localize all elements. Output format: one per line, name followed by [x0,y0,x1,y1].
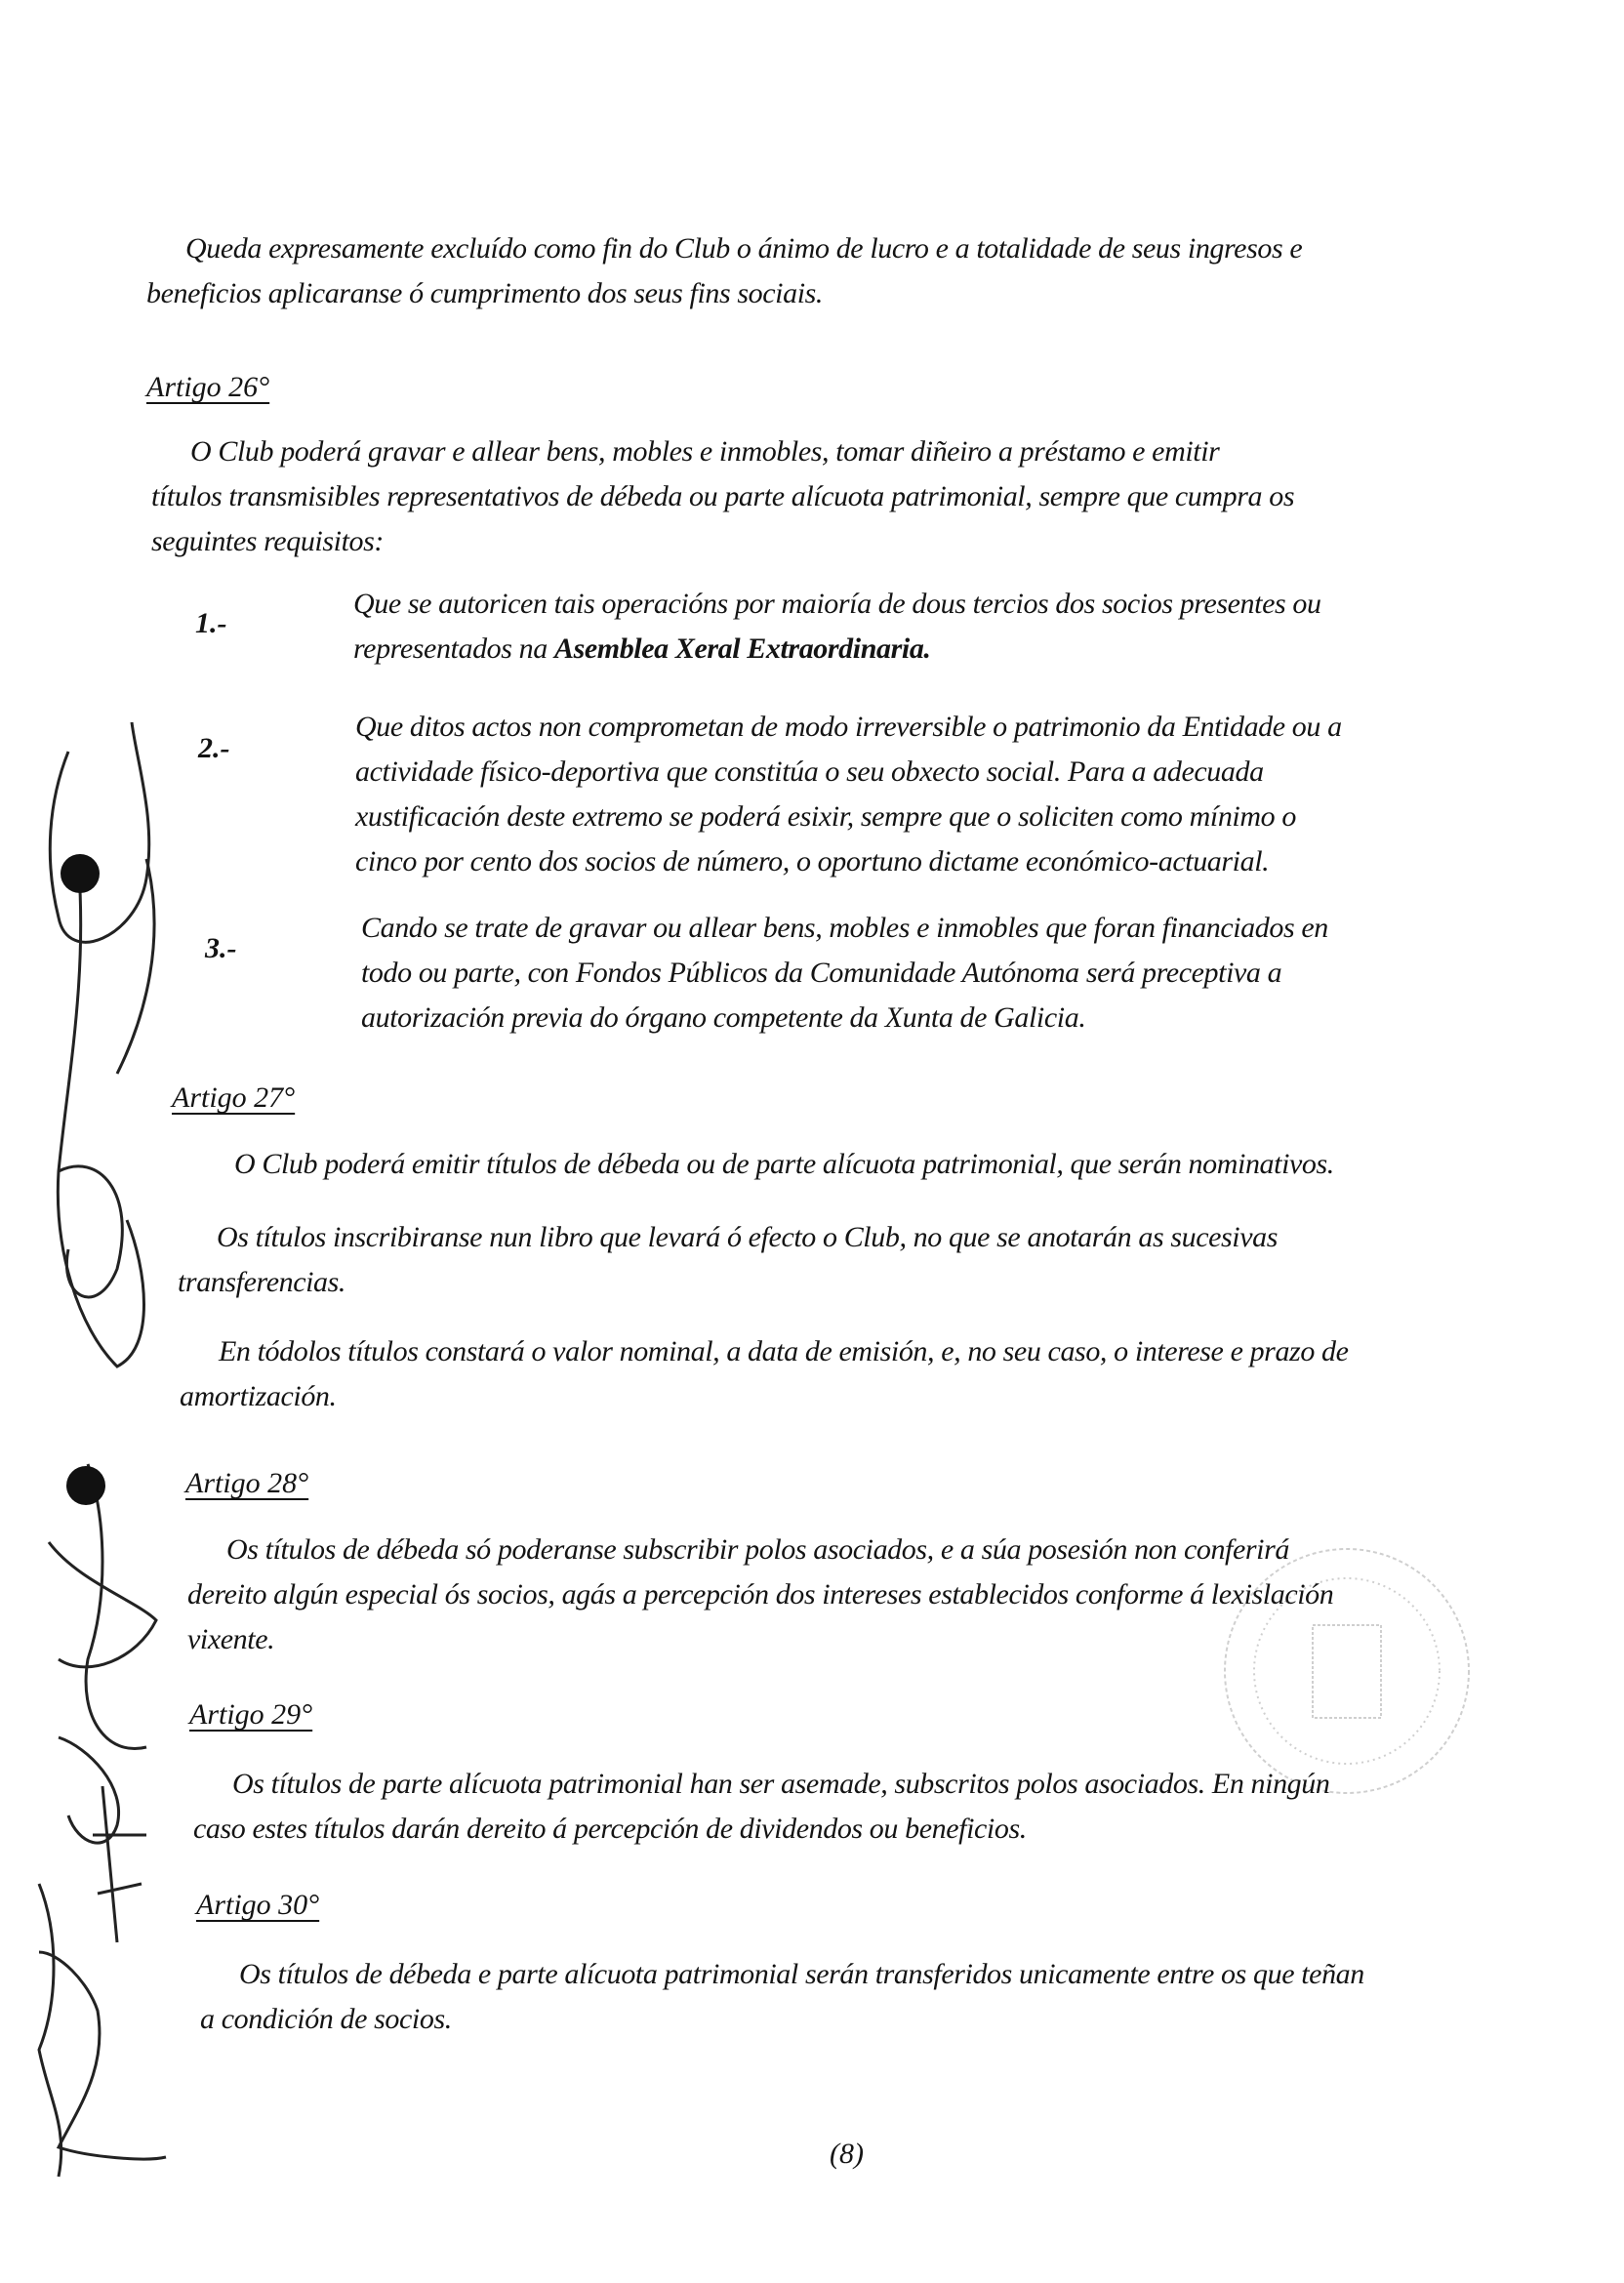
intro-paragraph [146,226,1302,316]
article-26-paragraph [151,429,1294,564]
requirement-item-1 [353,582,1321,672]
article-30-heading: Artigo 30° [196,1889,320,1921]
article-29-paragraph [193,1762,1330,1852]
text-line: vixente. [187,1623,275,1655]
article-27-paragraph-2 [178,1215,1278,1305]
page-number: (8) [830,2138,864,2170]
item-number: 3.- [205,932,237,964]
article-26-heading: Artigo 26° [146,371,270,403]
text-line: Os títulos de débeda e parte alícuota patrimonial serán transferidos unicamente entre os que teñan [239,1958,1364,1990]
article-28-paragraph [187,1528,1333,1662]
text-line: autorización previa do órgano competente da Xunta de Galicia. [361,1001,1086,1034]
bold-term: Asemblea Xeral Extraordinaria. [553,632,931,665]
text-line: Que se autoricen tais operacións por maioría de dous tercios dos socios presentes ou [353,588,1321,620]
text-line: Que ditos actos non comprometan de modo irreversible o patrimonio da Entidade ou a [355,711,1342,743]
text-line: Queda expresamente excluído como fin do Club o ánimo de lucro e a totalidade de seus ingresos e [185,232,1303,265]
item-number: 1.- [195,607,227,639]
text-line: Os títulos inscribiranse nun libro que levará ó efecto o Club, no que se anotarán as sucesivas [217,1221,1279,1253]
text-line: actividade físico-deportiva que constitúa o seu obxecto social. Para a adecuada [355,755,1264,788]
article-27-paragraph-1 [195,1142,1334,1187]
text-line: seguintes requisitos: [151,525,384,557]
text-line: amortización. [180,1380,337,1412]
item-number: 2.- [198,732,230,764]
signature-scribbles [39,722,166,2177]
text-line: O Club poderá gravar e allear bens, mobles e inmobles, tomar diñeiro a préstamo e emitir [190,435,1220,468]
text-line: Os títulos de débeda só poderanse subscribir polos asociados, e a súa posesión non conferirá [226,1533,1289,1566]
text-line: transferencias. [178,1266,346,1298]
text-line: títulos transmisibles representativos de débeda ou parte alícuota patrimonial, sempre que cumpra os [151,480,1295,512]
text-line: representados na [353,632,554,665]
text-line: O Club poderá emitir títulos de débeda ou de parte alícuota patrimonial, que serán nominativos. [234,1148,1334,1180]
article-27-paragraph-3 [180,1329,1349,1419]
black-dot [66,1466,105,1505]
text-line: xustificación deste extremo se poderá esixir, sempre que o soliciten como mínimo o [355,800,1296,833]
text-line: a condición de socios. [200,2003,452,2035]
requirement-item-3 [361,906,1328,1040]
requirement-item-2 [355,705,1342,884]
text-line: cinco por cento dos socios de número, o oportuno dictame económico-actuarial. [355,845,1270,877]
article-29-heading: Artigo 29° [189,1698,313,1731]
text-line: beneficios aplicaranse ó cumprimento dos seus fins sociais. [146,277,824,309]
article-30-paragraph [200,1952,1364,2042]
text-line: Os títulos de parte alícuota patrimonial han ser asemade, subscritos polos asociados. En ningún [232,1768,1330,1800]
text-line: Cando se trate de gravar ou allear bens, mobles e inmobles que foran financiados en [361,912,1328,944]
black-dot [61,854,100,893]
article-27-heading: Artigo 27° [172,1081,296,1114]
text-line: todo ou parte, con Fondos Públicos da Comunidade Autónoma será preceptiva a [361,957,1282,989]
text-line: dereito algún especial ós socios, agás a percepción dos intereses establecidos conforme á lexislación [187,1578,1334,1610]
text-line: En tódolos títulos constará o valor nominal, a data de emisión, e, no seu caso, o interese e prazo de [219,1335,1349,1367]
article-28-heading: Artigo 28° [185,1467,309,1499]
text-line: caso estes títulos darán dereito á percepción de dividendos ou beneficios. [193,1813,1027,1845]
